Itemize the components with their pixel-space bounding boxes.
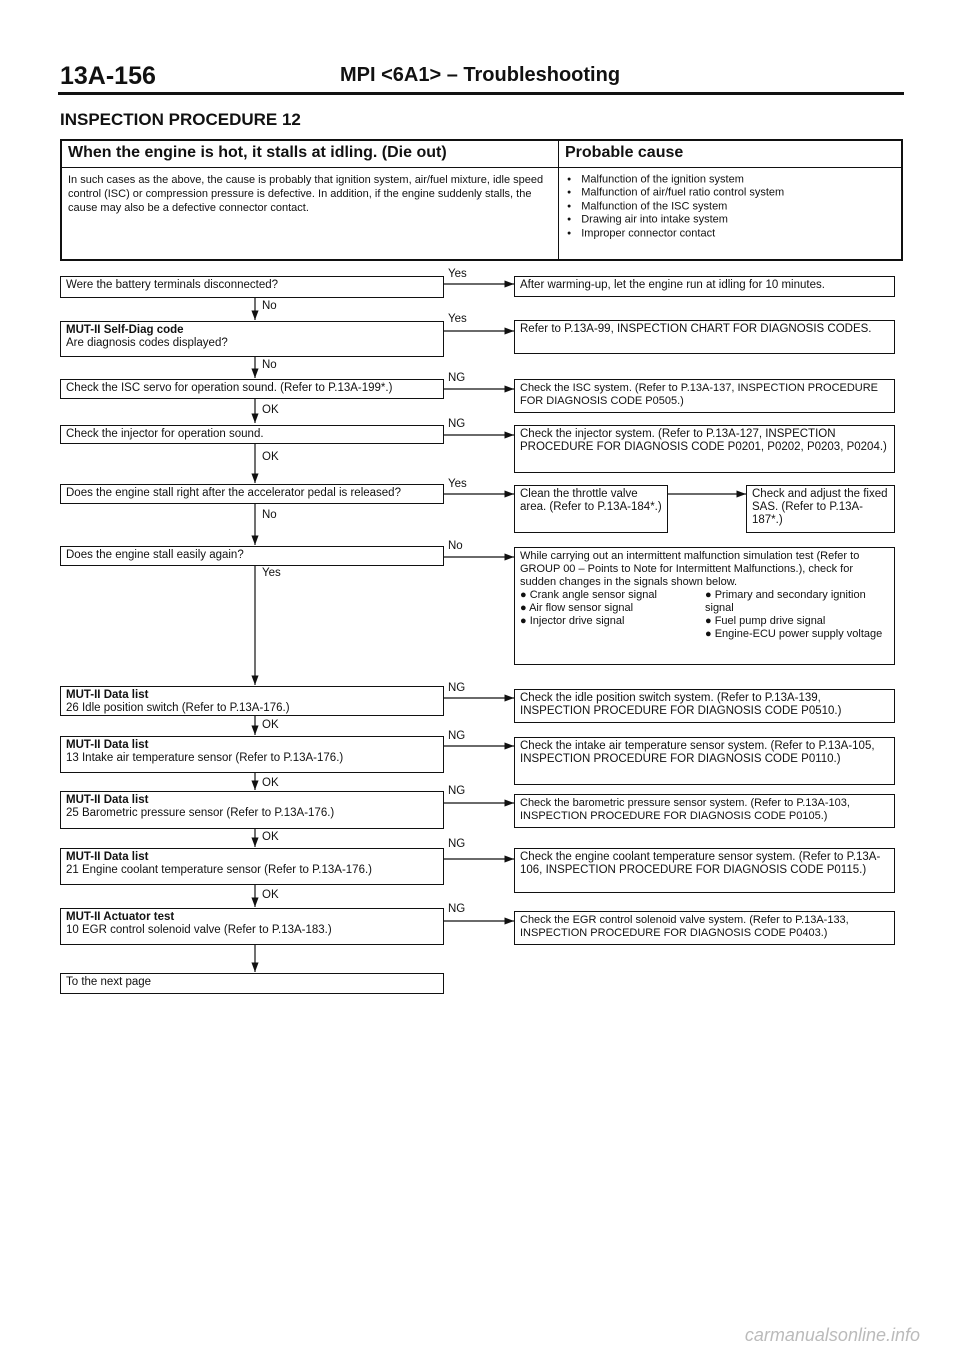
a-egr: Check the EGR control solenoid valve system. (Refer to P.13A-133, INSPECTION PROCEDURE FOR DIAGNOSIS CODE P0403.)	[514, 911, 895, 945]
a-isc-system: Check the ISC system. (Refer to P.13A-137, INSPECTION PROCEDURE FOR DIAGNOSIS CODE P0505.)	[514, 379, 895, 413]
symptom-heading: When the engine is hot, it stalls at idling. (Die out)	[62, 141, 558, 168]
page-title: MPI <6A1> – Troubleshooting	[340, 64, 621, 86]
cause-item: ● Improper connector contact	[567, 227, 893, 240]
label-no: No	[448, 540, 463, 552]
label-ng: NG	[448, 372, 466, 384]
label-ok: OK	[262, 777, 279, 789]
label-ok: OK	[262, 451, 279, 463]
cause-item: ● Malfunction of air/fuel ratio control system	[567, 186, 893, 199]
q-idle-switch-title: MUT-II Data list	[66, 689, 149, 701]
q-barometric	[60, 791, 444, 829]
page-number: 13A-156	[60, 62, 156, 90]
label-yes: Yes	[448, 313, 467, 325]
cause-item: ● Malfunction of the ISC system	[567, 200, 893, 213]
label-ng: NG	[448, 418, 466, 430]
q-self-diag-title: MUT-II Self-Diag code	[66, 324, 184, 336]
symptom-description: In such cases as the above, the cause is probably that ignition system, air/fuel mixture, idle speed control (ISC) or compression pressure is defective. In addition, if the engine suddenly stalls, the cause may also be a defective connector contact.	[68, 174, 544, 214]
a-idle-switch: Check the idle position switch system. (Refer to P.13A-139, INSPECTION PROCEDURE FOR DIAGNOSIS CODE P0510.)	[514, 689, 895, 723]
signal-item: ● Crank angle sensor signal	[520, 589, 657, 601]
signal-item: ● Engine-ECU power supply voltage	[705, 628, 883, 640]
signal-list-right	[705, 589, 889, 641]
signal-item: ● Injector drive signal	[520, 615, 625, 627]
q-barometric-title: MUT-II Data list	[66, 794, 149, 806]
signal-item: ● Air flow sensor signal	[520, 602, 634, 614]
label-ok: OK	[262, 404, 279, 416]
q-intake-air-title: MUT-II Data list	[66, 739, 149, 751]
label-no: No	[262, 300, 277, 312]
q-egr-text: 10 EGR control solenoid valve (Refer to P.13A-183.)	[66, 924, 332, 936]
a-intermittent-text: While carrying out an intermittent malfunction simulation test (Refer to GROUP 00 – Points to Note for Intermittent Malfunctions.), check for sudden changes in the signals shown below.	[520, 550, 860, 588]
label-ng: NG	[448, 730, 466, 742]
label-no: No	[262, 359, 277, 371]
q-egr-title: MUT-II Actuator test	[66, 911, 175, 923]
q-isc-servo: Check the ISC servo for operation sound. (Refer to P.13A-199*.)	[60, 379, 444, 399]
q-battery-disconnected: Were the battery terminals disconnected?	[60, 276, 444, 298]
q-stall-again: Does the engine stall easily again?	[60, 546, 444, 566]
q-barometric-text: 25 Barometric pressure sensor (Refer to P.13A-176.)	[66, 807, 335, 819]
a-intermittent-test	[514, 547, 895, 665]
next-page-box: To the next page	[60, 973, 444, 994]
label-ok: OK	[262, 719, 279, 731]
a-coolant: Check the engine coolant temperature sensor system. (Refer to P.13A-106, INSPECTION PROCEDURE FOR DIAGNOSIS CODE P0115.)	[514, 848, 895, 893]
label-ok: OK	[262, 889, 279, 901]
a-injector-system: Check the injector system. (Refer to P.13A-127, INSPECTION PROCEDURE FOR DIAGNOSIS CODE P0201, P0202, P0203, P0204.)	[514, 425, 895, 473]
a-fixed-sas: Check and adjust the fixed SAS. (Refer to P.13A-187*.)	[746, 485, 895, 533]
label-yes: Yes	[448, 268, 467, 280]
label-yes: Yes	[448, 478, 467, 490]
label-no: No	[262, 509, 277, 521]
a-diag-chart: Refer to P.13A-99, INSPECTION CHART FOR DIAGNOSIS CODES.	[514, 320, 895, 354]
signal-item: ● Primary and secondary ignition signal	[705, 589, 866, 614]
q-idle-switch-text: 26 Idle position switch (Refer to P.13A-176.)	[66, 702, 290, 714]
label-ng: NG	[448, 838, 466, 850]
q-intake-air	[60, 736, 444, 773]
a-throttle-valve: Clean the throttle valve area. (Refer to P.13A-184*.)	[514, 485, 668, 533]
cause-heading: Probable cause	[559, 141, 901, 168]
q-self-diag-text: Are diagnosis codes displayed?	[66, 337, 228, 349]
q-coolant	[60, 848, 444, 885]
cause-item: ● Malfunction of the ignition system	[567, 173, 893, 186]
label-ok: OK	[262, 831, 279, 843]
signal-item: ● Fuel pump drive signal	[705, 615, 826, 627]
q-accel-stall: Does the engine stall right after the accelerator pedal is released?	[60, 484, 444, 504]
q-coolant-title: MUT-II Data list	[66, 851, 149, 863]
label-ng: NG	[448, 785, 466, 797]
procedure-title: INSPECTION PROCEDURE 12	[60, 110, 301, 129]
cause-item: ● Drawing air into intake system	[567, 213, 893, 226]
a-warm-up: After warming-up, let the engine run at idling for 10 minutes.	[514, 276, 895, 297]
q-egr	[60, 908, 444, 945]
q-self-diag	[60, 321, 444, 357]
q-coolant-text: 21 Engine coolant temperature sensor (Refer to P.13A-176.)	[66, 864, 372, 876]
q-idle-switch	[60, 686, 444, 716]
q-injector: Check the injector for operation sound.	[60, 425, 444, 444]
signal-list-left	[520, 589, 705, 641]
label-ng: NG	[448, 682, 466, 694]
a-intake-air: Check the intake air temperature sensor system. (Refer to P.13A-105, INSPECTION PROCEDURE FOR DIAGNOSIS CODE P0110.)	[514, 737, 895, 785]
label-ng: NG	[448, 903, 466, 915]
watermark: carmanualsonline.info	[744, 1325, 920, 1345]
q-intake-air-text: 13 Intake air temperature sensor (Refer to P.13A-176.)	[66, 752, 344, 764]
label-yes: Yes	[262, 567, 281, 579]
a-barometric: Check the barometric pressure sensor system. (Refer to P.13A-103, INSPECTION PROCEDURE FOR DIAGNOSIS CODE P0105.)	[514, 794, 895, 828]
